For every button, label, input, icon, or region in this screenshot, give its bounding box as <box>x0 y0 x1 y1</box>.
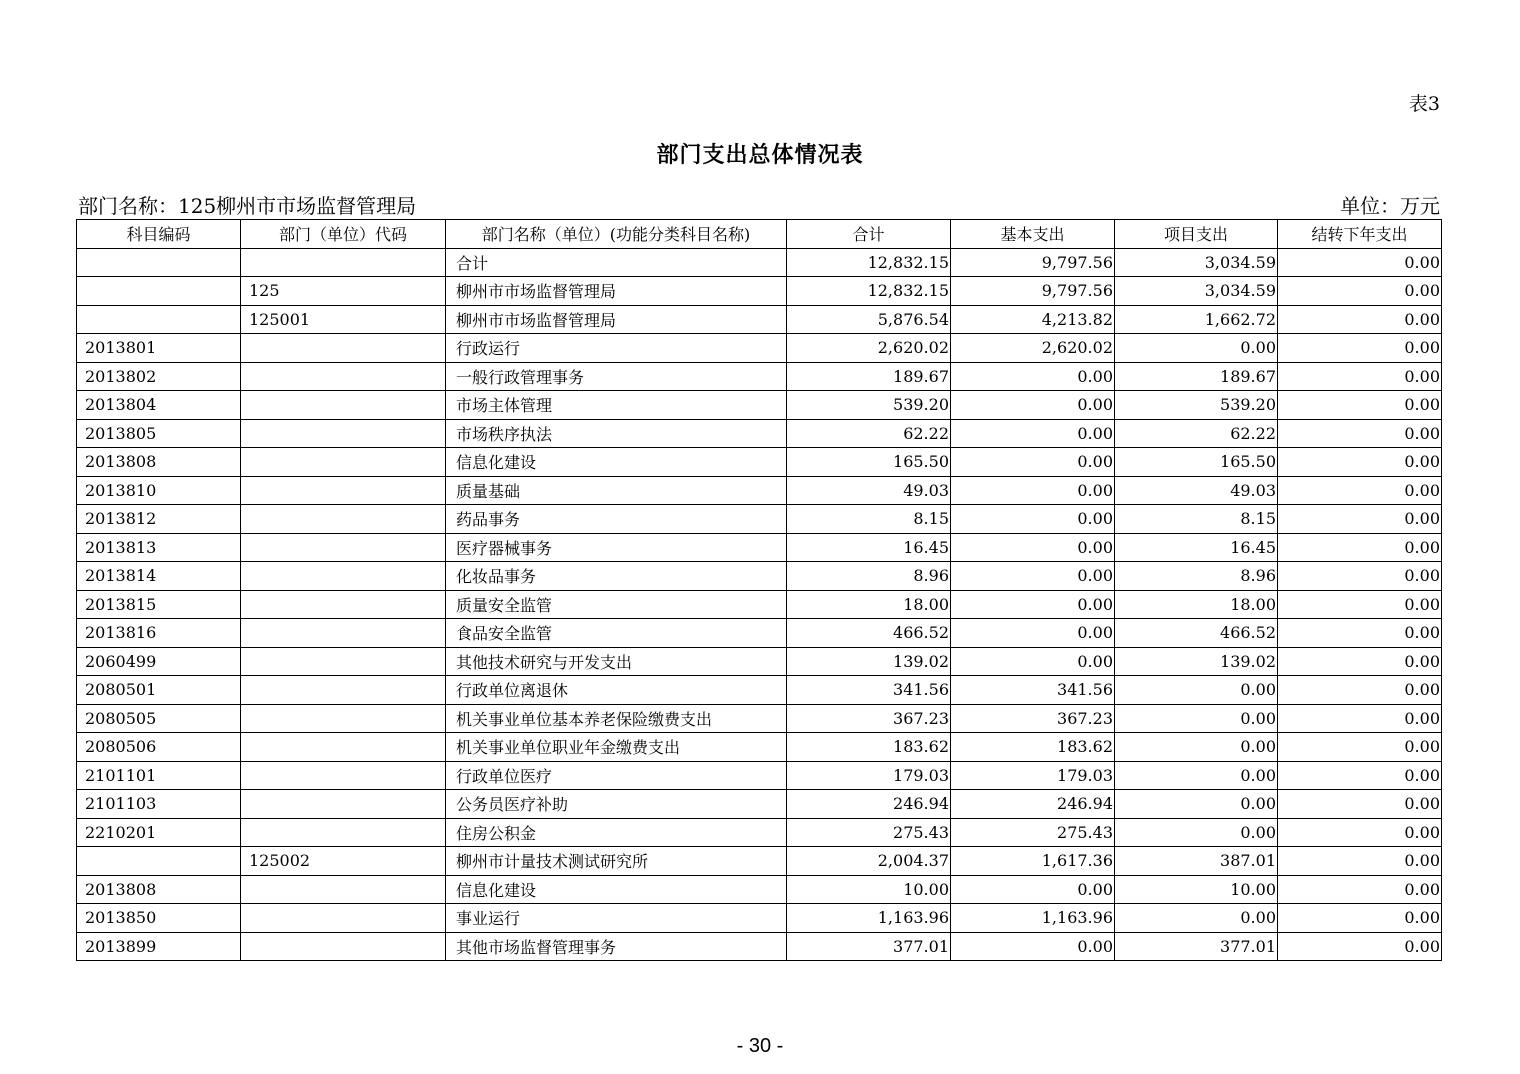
cell-carryover: 0.00 <box>1278 533 1442 562</box>
header-project: 项目支出 <box>1115 220 1278 249</box>
header-unit-code: 部门（单位）代码 <box>241 220 446 249</box>
cell-basic-expense: 0.00 <box>951 562 1115 591</box>
cell-carryover: 0.00 <box>1278 305 1442 334</box>
cell-unit-code <box>241 704 446 733</box>
table-label: 表3 <box>1408 93 1440 115</box>
cell-unit-code <box>241 761 446 790</box>
cell-unit-code <box>241 419 446 448</box>
cell-unit-code <box>241 932 446 961</box>
cell-unit-name: 柳州市市场监督管理局 <box>446 277 787 306</box>
cell-carryover: 0.00 <box>1278 362 1442 391</box>
cell-subject-code: 2080506 <box>77 733 241 762</box>
cell-total: 377.01 <box>787 932 951 961</box>
cell-basic-expense: 4,213.82 <box>951 305 1115 334</box>
cell-carryover: 0.00 <box>1278 647 1442 676</box>
table-row <box>77 533 1442 562</box>
cell-total: 49.03 <box>787 476 951 505</box>
cell-basic-expense: 275.43 <box>951 818 1115 847</box>
cell-basic-expense: 367.23 <box>951 704 1115 733</box>
cell-basic-expense: 9,797.56 <box>951 277 1115 306</box>
cell-project-expense: 0.00 <box>1115 818 1278 847</box>
cell-subject-code: 2013804 <box>77 391 241 420</box>
cell-carryover: 0.00 <box>1278 619 1442 648</box>
cell-subject-code: 2210201 <box>77 818 241 847</box>
department-name: 部门名称：125柳州市市场监督管理局 <box>78 194 417 218</box>
cell-unit-name: 机关事业单位职业年金缴费支出 <box>446 733 787 762</box>
cell-basic-expense: 0.00 <box>951 932 1115 961</box>
cell-carryover: 0.00 <box>1278 904 1442 933</box>
table-row <box>77 248 1442 277</box>
cell-unit-code <box>241 790 446 819</box>
table-row <box>77 334 1442 363</box>
cell-unit-name: 化妆品事务 <box>446 562 787 591</box>
table-row <box>77 391 1442 420</box>
cell-subject-code: 2013808 <box>77 448 241 477</box>
cell-unit-name: 机关事业单位基本养老保险缴费支出 <box>446 704 787 733</box>
cell-unit-code <box>241 733 446 762</box>
cell-total: 10.00 <box>787 875 951 904</box>
cell-project-expense: 189.67 <box>1115 362 1278 391</box>
cell-project-expense: 18.00 <box>1115 590 1278 619</box>
cell-project-expense: 0.00 <box>1115 761 1278 790</box>
table-row <box>77 847 1442 876</box>
cell-unit-code <box>241 619 446 648</box>
table-header-row <box>77 220 1442 249</box>
cell-total: 189.67 <box>787 362 951 391</box>
header-carryover: 结转下年支出 <box>1278 220 1442 249</box>
cell-unit-name: 事业运行 <box>446 904 787 933</box>
cell-unit-code <box>241 448 446 477</box>
cell-unit-name: 市场主体管理 <box>446 391 787 420</box>
table-row <box>77 562 1442 591</box>
cell-carryover: 0.00 <box>1278 676 1442 705</box>
cell-total: 12,832.15 <box>787 248 951 277</box>
cell-unit-code <box>241 590 446 619</box>
cell-unit-code: 125002 <box>241 847 446 876</box>
cell-total: 539.20 <box>787 391 951 420</box>
cell-total: 12,832.15 <box>787 277 951 306</box>
cell-total: 2,620.02 <box>787 334 951 363</box>
cell-project-expense: 1,662.72 <box>1115 305 1278 334</box>
cell-unit-name: 质量安全监管 <box>446 590 787 619</box>
cell-subject-code <box>77 305 241 334</box>
table-row <box>77 305 1442 334</box>
cell-total: 165.50 <box>787 448 951 477</box>
cell-subject-code: 2013802 <box>77 362 241 391</box>
cell-project-expense: 466.52 <box>1115 619 1278 648</box>
cell-basic-expense: 0.00 <box>951 505 1115 534</box>
cell-subject-code: 2080501 <box>77 676 241 705</box>
cell-unit-name: 柳州市计量技术测试研究所 <box>446 847 787 876</box>
cell-basic-expense: 0.00 <box>951 647 1115 676</box>
cell-unit-code <box>241 505 446 534</box>
cell-unit-name: 其他市场监督管理事务 <box>446 932 787 961</box>
cell-unit-name: 质量基础 <box>446 476 787 505</box>
table-row <box>77 505 1442 534</box>
cell-total: 183.62 <box>787 733 951 762</box>
cell-unit-name: 公务员医疗补助 <box>446 790 787 819</box>
cell-basic-expense: 341.56 <box>951 676 1115 705</box>
cell-project-expense: 3,034.59 <box>1115 277 1278 306</box>
cell-basic-expense: 0.00 <box>951 590 1115 619</box>
table-row <box>77 476 1442 505</box>
cell-unit-name: 食品安全监管 <box>446 619 787 648</box>
cell-total: 1,163.96 <box>787 904 951 933</box>
cell-carryover: 0.00 <box>1278 704 1442 733</box>
cell-basic-expense: 183.62 <box>951 733 1115 762</box>
cell-total: 62.22 <box>787 419 951 448</box>
cell-carryover: 0.00 <box>1278 818 1442 847</box>
cell-carryover: 0.00 <box>1278 590 1442 619</box>
cell-unit-code: 125 <box>241 277 446 306</box>
cell-unit-name: 行政单位医疗 <box>446 761 787 790</box>
cell-carryover: 0.00 <box>1278 505 1442 534</box>
table-row <box>77 590 1442 619</box>
cell-carryover: 0.00 <box>1278 391 1442 420</box>
cell-project-expense: 0.00 <box>1115 733 1278 762</box>
cell-carryover: 0.00 <box>1278 334 1442 363</box>
cell-basic-expense: 0.00 <box>951 448 1115 477</box>
page-number: - 30 - <box>736 1035 784 1057</box>
cell-unit-name: 信息化建设 <box>446 875 787 904</box>
cell-project-expense: 539.20 <box>1115 391 1278 420</box>
cell-unit-name: 住房公积金 <box>446 818 787 847</box>
cell-total: 179.03 <box>787 761 951 790</box>
cell-unit-code <box>241 818 446 847</box>
cell-basic-expense: 1,163.96 <box>951 904 1115 933</box>
cell-carryover: 0.00 <box>1278 875 1442 904</box>
cell-subject-code: 2013813 <box>77 533 241 562</box>
cell-subject-code: 2013814 <box>77 562 241 591</box>
table-row <box>77 448 1442 477</box>
cell-project-expense: 0.00 <box>1115 334 1278 363</box>
cell-project-expense: 10.00 <box>1115 875 1278 904</box>
header-unit-name: 部门名称（单位）(功能分类科目名称) <box>446 220 787 249</box>
cell-unit-code <box>241 476 446 505</box>
cell-carryover: 0.00 <box>1278 761 1442 790</box>
cell-unit-code <box>241 533 446 562</box>
unit-label: 单位：万元 <box>1340 194 1440 218</box>
cell-project-expense: 16.45 <box>1115 533 1278 562</box>
cell-total: 5,876.54 <box>787 305 951 334</box>
cell-unit-code <box>241 562 446 591</box>
cell-subject-code: 2080505 <box>77 704 241 733</box>
cell-carryover: 0.00 <box>1278 847 1442 876</box>
cell-project-expense: 165.50 <box>1115 448 1278 477</box>
expenditure-table <box>76 219 1442 961</box>
cell-basic-expense: 0.00 <box>951 419 1115 448</box>
table-row <box>77 704 1442 733</box>
cell-total: 16.45 <box>787 533 951 562</box>
cell-basic-expense: 2,620.02 <box>951 334 1115 363</box>
cell-total: 275.43 <box>787 818 951 847</box>
cell-unit-code <box>241 875 446 904</box>
table-row <box>77 676 1442 705</box>
cell-subject-code: 2060499 <box>77 647 241 676</box>
cell-total: 8.15 <box>787 505 951 534</box>
cell-total: 246.94 <box>787 790 951 819</box>
table-row <box>77 647 1442 676</box>
cell-project-expense: 0.00 <box>1115 676 1278 705</box>
cell-project-expense: 8.15 <box>1115 505 1278 534</box>
cell-subject-code: 2013801 <box>77 334 241 363</box>
cell-basic-expense: 0.00 <box>951 619 1115 648</box>
table-row <box>77 790 1442 819</box>
cell-subject-code <box>77 248 241 277</box>
cell-unit-code <box>241 334 446 363</box>
cell-carryover: 0.00 <box>1278 733 1442 762</box>
cell-unit-name: 行政单位离退休 <box>446 676 787 705</box>
header-total: 合计 <box>787 220 951 249</box>
table-row <box>77 904 1442 933</box>
cell-total: 18.00 <box>787 590 951 619</box>
cell-basic-expense: 9,797.56 <box>951 248 1115 277</box>
cell-basic-expense: 179.03 <box>951 761 1115 790</box>
cell-basic-expense: 0.00 <box>951 362 1115 391</box>
cell-carryover: 0.00 <box>1278 277 1442 306</box>
table-row <box>77 419 1442 448</box>
cell-carryover: 0.00 <box>1278 932 1442 961</box>
table-row <box>77 619 1442 648</box>
cell-unit-code <box>241 647 446 676</box>
table-row <box>77 818 1442 847</box>
cell-basic-expense: 0.00 <box>951 533 1115 562</box>
cell-unit-name: 行政运行 <box>446 334 787 363</box>
cell-unit-code <box>241 362 446 391</box>
cell-subject-code: 2013805 <box>77 419 241 448</box>
cell-subject-code <box>77 277 241 306</box>
cell-subject-code: 2013812 <box>77 505 241 534</box>
cell-total: 466.52 <box>787 619 951 648</box>
cell-subject-code: 2101103 <box>77 790 241 819</box>
cell-carryover: 0.00 <box>1278 790 1442 819</box>
cell-subject-code: 2013850 <box>77 904 241 933</box>
cell-project-expense: 0.00 <box>1115 704 1278 733</box>
cell-project-expense: 139.02 <box>1115 647 1278 676</box>
table-body <box>77 248 1442 961</box>
cell-project-expense: 3,034.59 <box>1115 248 1278 277</box>
cell-total: 8.96 <box>787 562 951 591</box>
cell-carryover: 0.00 <box>1278 248 1442 277</box>
cell-unit-name: 药品事务 <box>446 505 787 534</box>
cell-project-expense: 62.22 <box>1115 419 1278 448</box>
cell-subject-code: 2013810 <box>77 476 241 505</box>
cell-unit-code <box>241 676 446 705</box>
cell-project-expense: 8.96 <box>1115 562 1278 591</box>
cell-total: 367.23 <box>787 704 951 733</box>
cell-basic-expense: 1,617.36 <box>951 847 1115 876</box>
cell-unit-name: 市场秩序执法 <box>446 419 787 448</box>
page-title: 部门支出总体情况表 <box>656 142 864 168</box>
cell-carryover: 0.00 <box>1278 476 1442 505</box>
cell-unit-code <box>241 248 446 277</box>
cell-basic-expense: 246.94 <box>951 790 1115 819</box>
cell-subject-code: 2101101 <box>77 761 241 790</box>
cell-unit-code <box>241 391 446 420</box>
cell-unit-name: 一般行政管理事务 <box>446 362 787 391</box>
cell-basic-expense: 0.00 <box>951 875 1115 904</box>
table-row <box>77 875 1442 904</box>
cell-total: 341.56 <box>787 676 951 705</box>
cell-project-expense: 377.01 <box>1115 932 1278 961</box>
cell-subject-code: 2013899 <box>77 932 241 961</box>
cell-subject-code: 2013808 <box>77 875 241 904</box>
cell-project-expense: 49.03 <box>1115 476 1278 505</box>
table-row <box>77 277 1442 306</box>
cell-unit-name: 信息化建设 <box>446 448 787 477</box>
cell-unit-code <box>241 904 446 933</box>
cell-unit-name: 柳州市市场监督管理局 <box>446 305 787 334</box>
cell-total: 2,004.37 <box>787 847 951 876</box>
cell-subject-code: 2013816 <box>77 619 241 648</box>
table-row <box>77 733 1442 762</box>
cell-basic-expense: 0.00 <box>951 476 1115 505</box>
cell-basic-expense: 0.00 <box>951 391 1115 420</box>
table-row <box>77 761 1442 790</box>
table-row <box>77 932 1442 961</box>
cell-subject-code <box>77 847 241 876</box>
cell-carryover: 0.00 <box>1278 448 1442 477</box>
cell-carryover: 0.00 <box>1278 562 1442 591</box>
cell-project-expense: 0.00 <box>1115 904 1278 933</box>
cell-project-expense: 0.00 <box>1115 790 1278 819</box>
header-basic: 基本支出 <box>951 220 1115 249</box>
table-row <box>77 362 1442 391</box>
cell-carryover: 0.00 <box>1278 419 1442 448</box>
cell-total: 139.02 <box>787 647 951 676</box>
cell-project-expense: 387.01 <box>1115 847 1278 876</box>
cell-unit-name: 其他技术研究与开发支出 <box>446 647 787 676</box>
header-subject-code: 科目编码 <box>77 220 241 249</box>
cell-unit-name: 医疗器械事务 <box>446 533 787 562</box>
cell-subject-code: 2013815 <box>77 590 241 619</box>
cell-unit-name: 合计 <box>446 248 787 277</box>
cell-unit-code: 125001 <box>241 305 446 334</box>
